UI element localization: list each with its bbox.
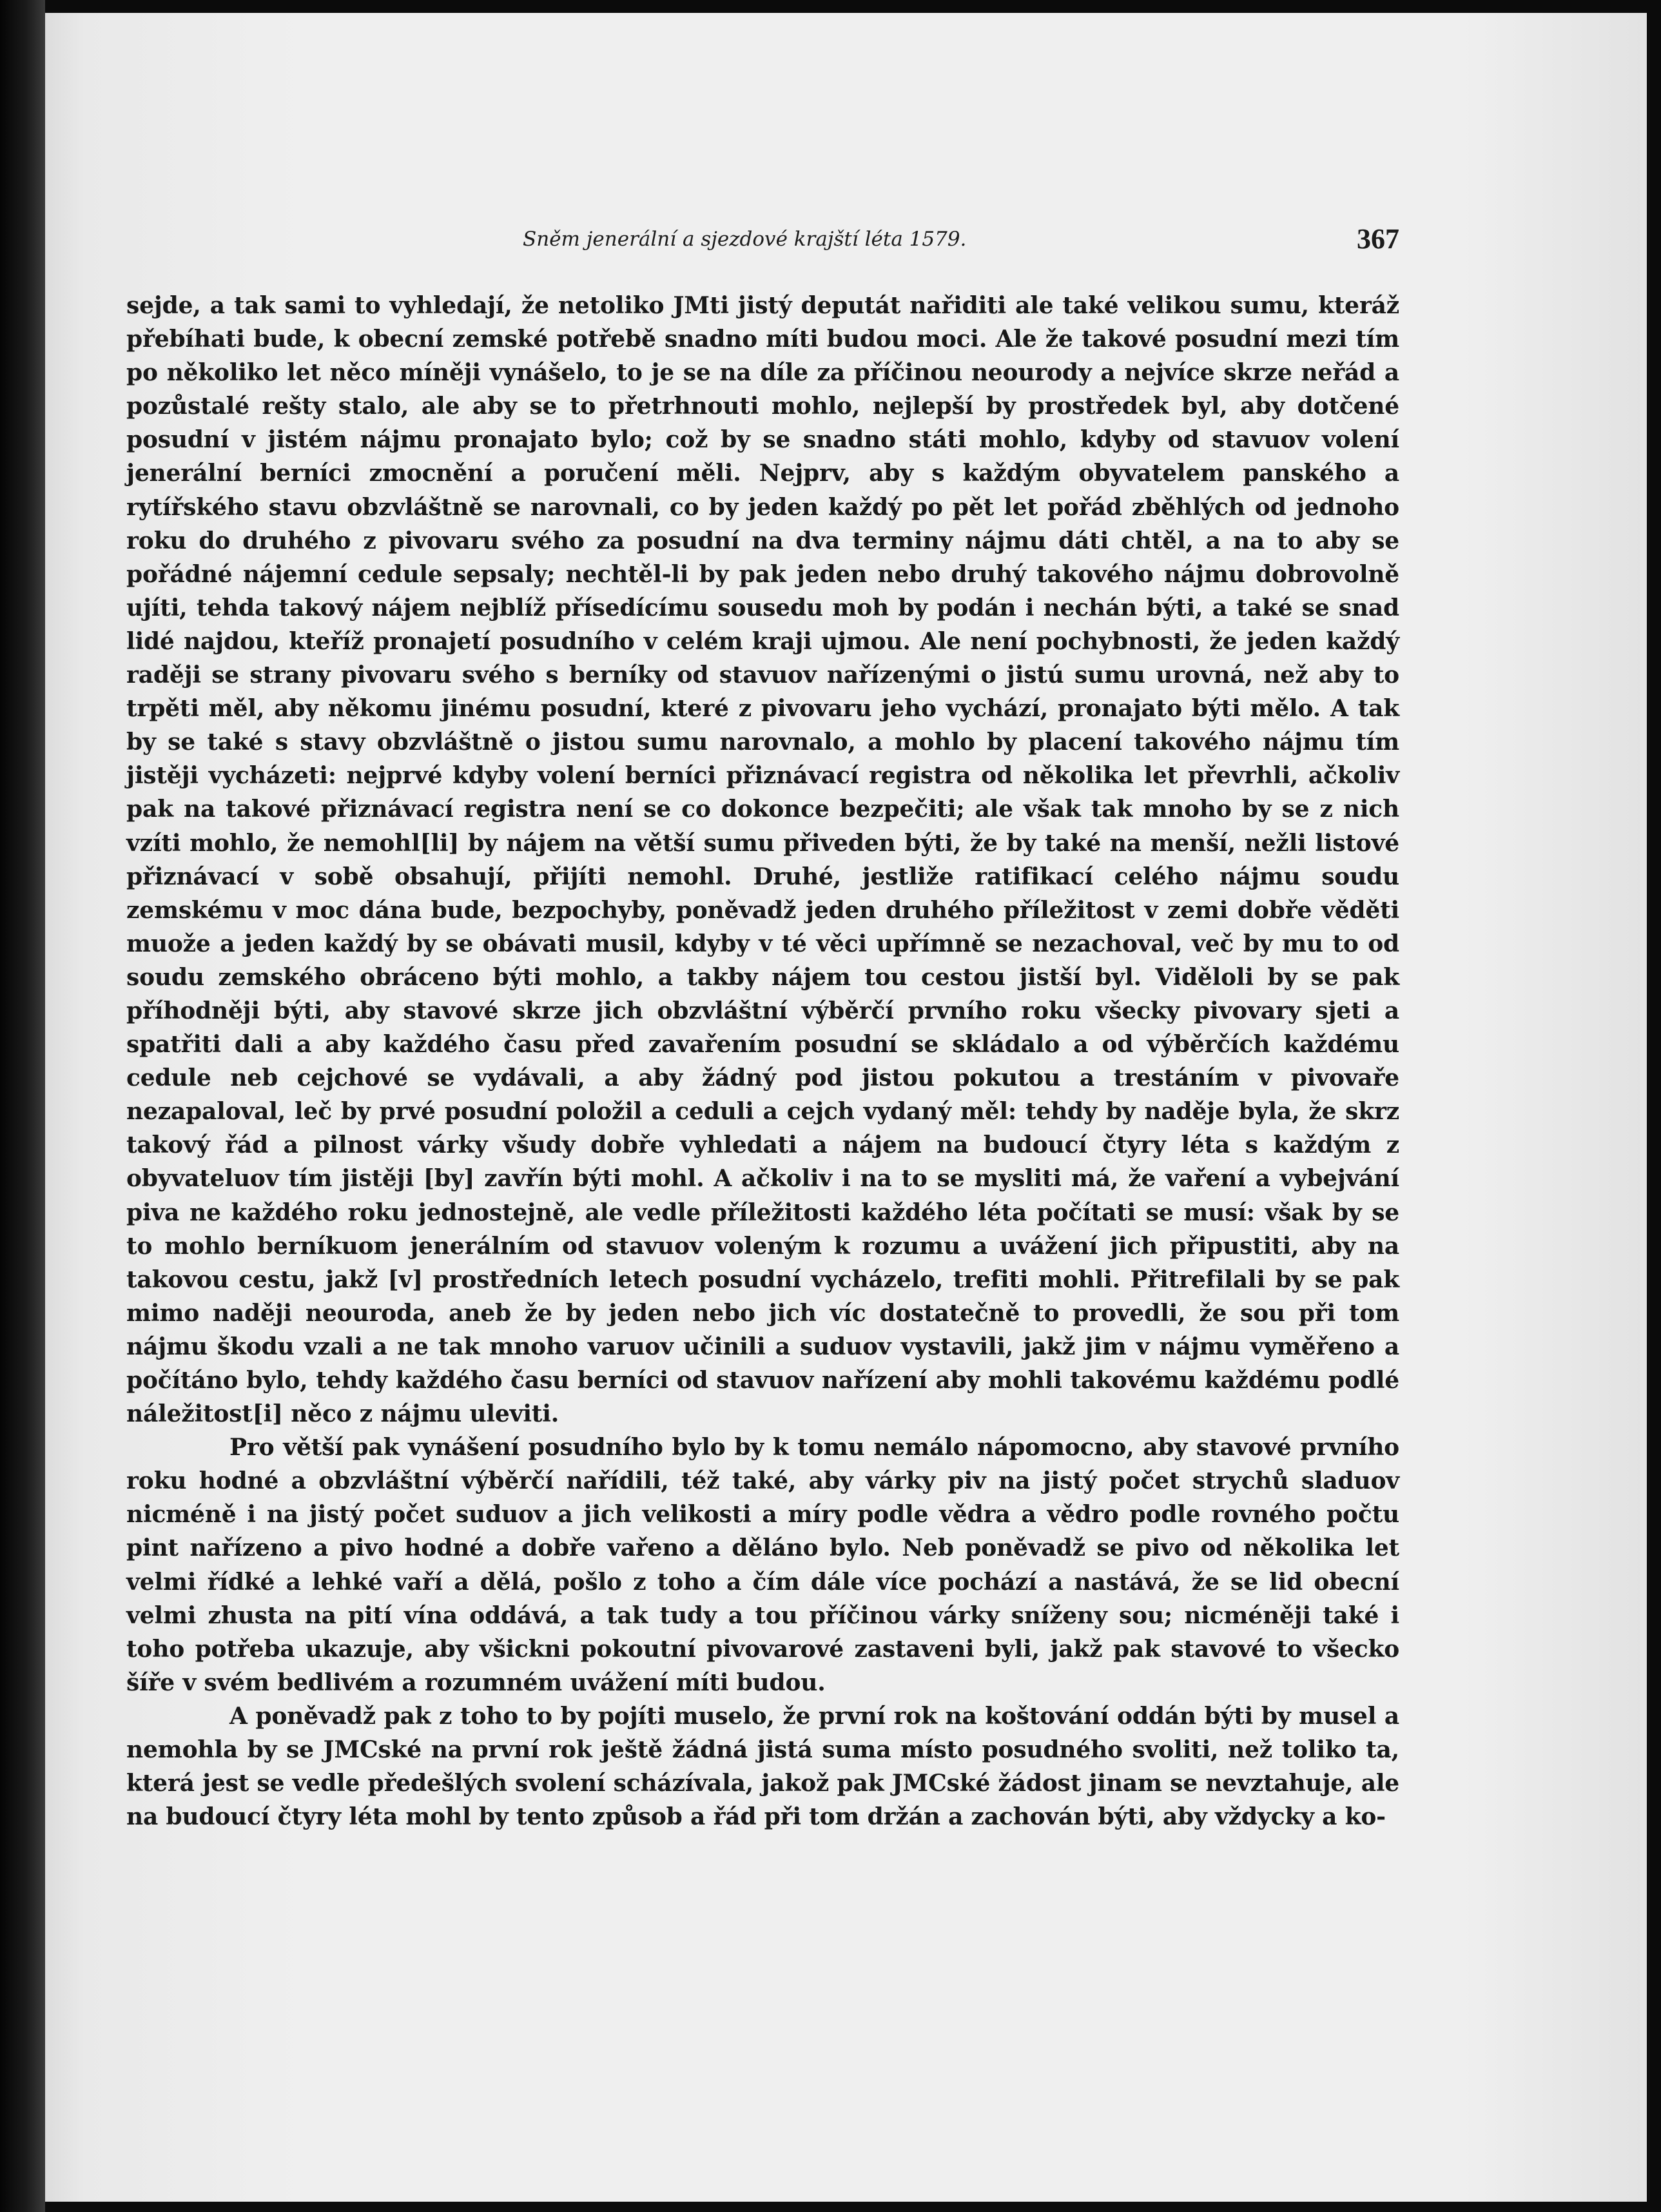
paragraph-1: sejde, a tak sami to vyhledají, že netoliko JMti jistý deputát nařiditi ale také velikou sumu, kteráž přebíhati bude, k obecní zemské potřebě snadno míti budou moci. Ale že takové posudní mezi tím po několiko let něco míněji vynášelo, to je se na díle za příčinou neourody a nejvíce skrze neřád a pozůstalé rešty stalo, ale aby se to přetrhnouti mohlo, nejlepší by prostředek byl, aby dotčené posudní v jistém nájmu pronajato bylo; což by se snadno státi mohlo, kdyby od stavuov volení jenerální berníci zmocnění a poručení měli. Nejprv, aby s každým obyvatelem panského a rytířského stavu obzvláštně se narovnali, co by jeden každý po pět let pořád zběhlých od jednoho roku do druhého z pivovaru svého za posudní na dva terminy nájmu dáti chtěl, a na to aby se pořádné nájemní cedule sepsaly; nechtěl-li by pak jeden nebo druhý takového nájmu dobrovolně ujíti, tehda takový nájem nejblíž přísedícímu sousedu moh by podán i nechán býti, a také se snad lidé najdou, kteříž pronajetí posudního v celém kraji ujmou. Ale není pochybnosti, že jeden každý raději se strany pivovaru svého s berníky od stavuov nařízenými o jistú sumu urovná, než aby to trpěti měl, aby někomu jinému posudní, které z pivovaru jeho vychází, pronajato býti mělo. A tak by se také s stavy obzvláštně o jistou sumu narovnalo, a mohlo by placení takového nájmu tím jistěji vycházeti: nejprvé kdyby volení berníci přiznávací registra od několika let převrhli, ačkoliv pak na takové přiznávací registra není se co dokonce bezpečiti; ale však tak mnoho by se z nich vzíti mohlo, že nemohl[li] by nájem na větší sumu přiveden býti, že by také na menší, nežli listové přiznávací v sobě obsahují, přijíti nemohl. Druhé, jestliže ratifikací celého nájmu soudu zemskému v moc dána bude, bezpochyby, poněvadž jeden druhého příležitost v zemi dobře věděti muože a jeden každý by se obávati musil, kdyby v té věci upřímně se nezachoval, več by mu to od soudu zemského obráceno býti mohlo, a takby nájem tou cestou jistší byl. Viděloli by se pak příhodněji býti, aby stavové skrze jich obzvláštní výběrčí prvního roku všecky pivovary sjeti a spatřiti dali a aby každého času před zavařením posudní se skládalo a od výběrčích každému cedule neb cejchové se vydávali, a aby žádný pod jistou pokutou a trestáním v pivovaře nezapaloval, leč by prvé posudní položil a ceduli a cejch vydaný měl: tehdy by naděje byla, že skrz takový řád a pilnost várky všudy dobře vyhledati a nájem na budoucí čtyry léta s každým z obyvateluov tím jistěji [by] zavřín býti mohl. A ačkoliv i na to se mysliti má, že vaření a vybejvání piva ne každého roku jednostejně, ale vedle příležitosti každého léta počítati se musí: však by se to mohlo berníkuom jenerálním od stavuov voleným k rozumu a uvážení jich připustiti, aby na takovou cestu, jakž [v] prostředních letech posudní vycházelo, trefiti mohli. Přitrefilali by se pak mimo naději neouroda, aneb že by jeden nebo jich víc dostatečně to provedli, že sou při tom nájmu škodu vzali a ne tak mnoho varuov učinili a suduov vystavili, jakž jim v nájmu vyměřeno a počítáno bylo, tehdy každého času berníci od stavuov nařízení aby mohli takovému každému podlé náležitost[i] něco z nájmu uleviti. (126, 292, 1399, 1428)
paragraph-2: Pro větší pak vynášení posudního bylo by k tomu nemálo nápomocno, aby stavové prvního roku hodné a obzvláštní výběrčí nařídili, též také, aby várky piv na jistý počet strychů sladuov nicméně i na jistý počet suduov a jich velikosti a míry podle vědra a vědro podle rovného počtu pint nařízeno a pivo hodné a dobře vařeno a děláno bylo. Neb poněvadž se pivo od několika let velmi řídké a lehké vaří a dělá, pošlo z toho a čím dále více pochází a nastává, že se lid obecní velmi zhusta na pití vína oddává, a tak tudy a tou příčinou várky sníženy sou; nicméněji také i toho potřeba ukazuje, aby všickni pokoutní pivovarové zastaveni byli, jakž pak stavové to všecko šíře v svém bedlivém a rozumném uvážení míti budou. (126, 1434, 1399, 1696)
book-binding-shadow (0, 0, 45, 2212)
paragraph-3: A poněvadž pak z toho to by pojíti muselo, že první rok na koštování oddán býti by musel a nemohla by se JMCské na první rok ještě žádná jistá suma místo posudného svoliti, než toliko ta, která jest se vedle předešlých svolení scházívala, jakož pak JMCské žádost jinam se nevztahuje, ale na budoucí čtyry léta mohl by tento způsob a řád při tom držán a zachován býti, aby vždycky a ko- (126, 1702, 1399, 1831)
page-number: 367 (1357, 223, 1399, 255)
running-title: Sněm jenerální a sjezdové krajští léta 1579. (523, 228, 967, 251)
body-text (126, 289, 1399, 1834)
running-header (126, 222, 1399, 261)
